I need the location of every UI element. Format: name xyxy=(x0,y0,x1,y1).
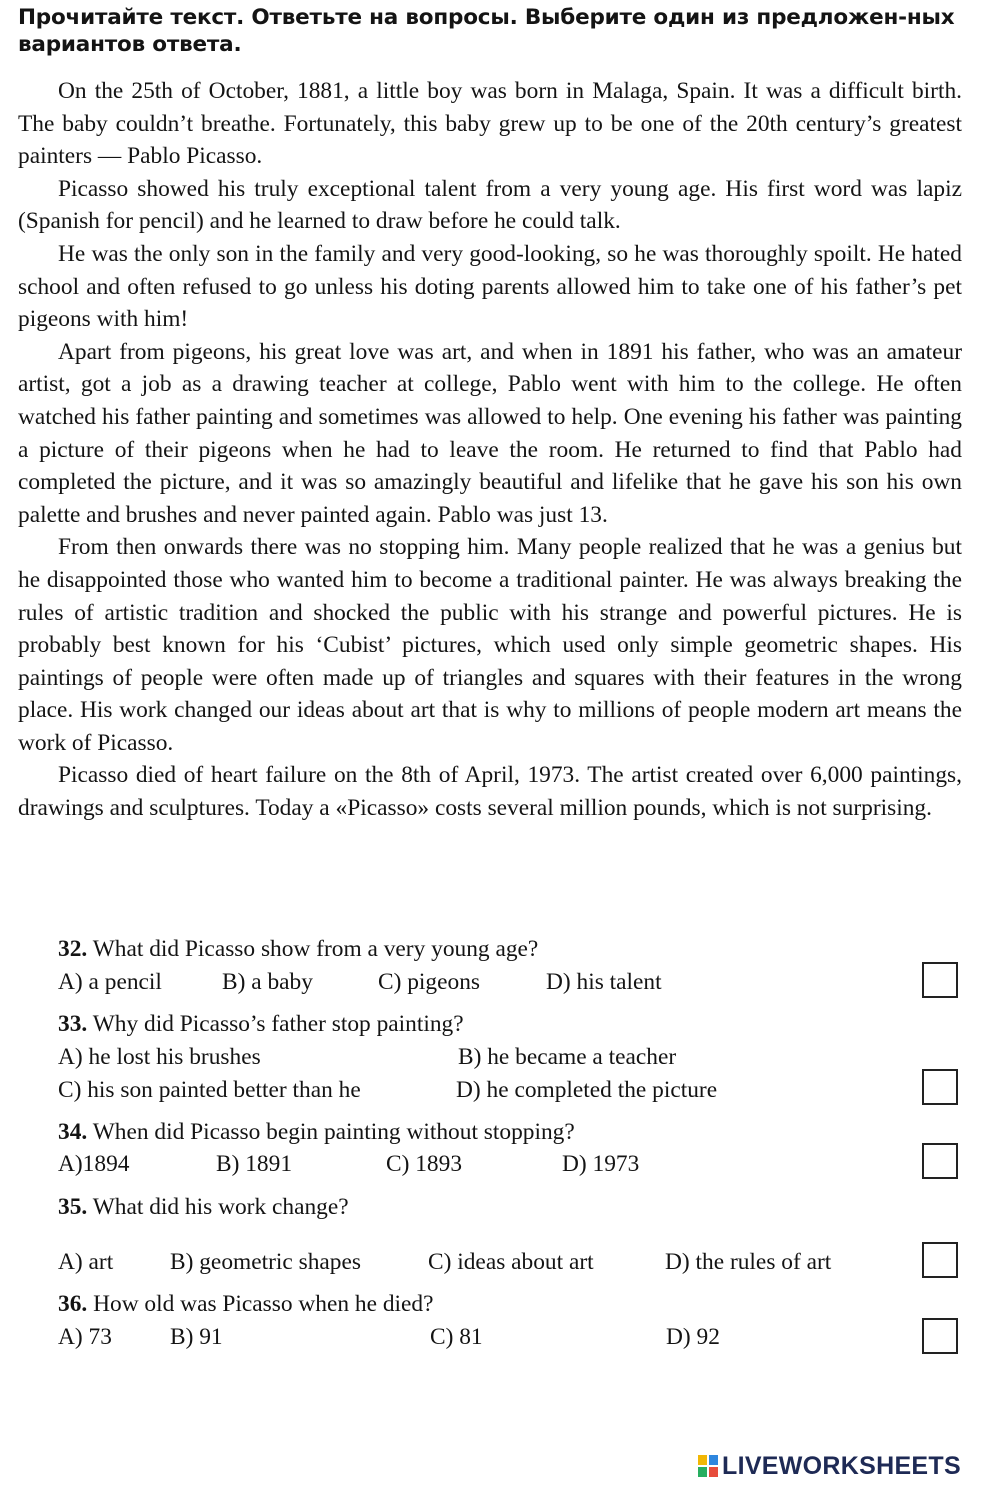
answer-box-33[interactable] xyxy=(922,1069,958,1105)
question-text: Why did Picasso’s father stop painting? xyxy=(92,1011,464,1037)
paragraph: Picasso died of heart failure on the 8th of April, 1973. The artist created over 6,000 paintings, drawings and sculptures. Today a «Picasso» costs several million pounds, which is not surprising. xyxy=(18,762,962,822)
paragraph: From then onwards there was no stopping him. Many people realized that he was a genius but he disappointed those who wanted him to become a traditional painter. He was always breaking the rules of artistic tradition and shocked the public with his strange and powerful pictures. He is probably best known for his ‘Cubist’ pictures, which used only simple geometric shapes. His paintings of people were often made up of triangles and squares with their features in the wrong place. His work changed our ideas about art that is why to millions of people modern art means the work of Picasso. xyxy=(18,534,962,756)
option-b: B) a baby xyxy=(222,969,313,995)
liveworksheets-logo xyxy=(698,1452,961,1480)
question-text: What did his work change? xyxy=(92,1194,349,1220)
question-33 xyxy=(58,1011,918,1038)
answer-box-34[interactable] xyxy=(922,1143,958,1179)
question-number: 32. xyxy=(58,936,88,962)
option-c: C) 1893 xyxy=(386,1151,463,1177)
paragraph: Apart from pigeons, his great love was art, and when in 1891 his father, who was an amateur artist, got a job as a drawing teacher at college, Pablo went with him to the college. He often watched his father painting and sometimes was allowed to help. One evening his father was painting a picture of their pigeons when he had to leave the room. He returned to find that Pablo had completed the picture, and it was so amazingly beautiful and lifelike that he gave his son his own palette and brushes and never painted again. Pablo was just 13. xyxy=(18,338,962,528)
option-d: D) 92 xyxy=(666,1324,720,1350)
question-36 xyxy=(58,1291,918,1318)
option-c: C) 81 xyxy=(430,1324,483,1350)
question-number: 36. xyxy=(58,1291,88,1317)
option-c: C) pigeons xyxy=(378,969,481,995)
option-c: C) ideas about art xyxy=(428,1249,594,1275)
liveworksheets-logo-icon xyxy=(698,1455,718,1477)
question-text: When did Picasso begin painting without stopping? xyxy=(92,1119,575,1145)
option-c: C) his son painted better than he xyxy=(58,1077,361,1103)
paragraph: On the 25th of October, 1881, a little boy was born in Malaga, Spain. It was a difficult birth. The baby couldn’t breathe. Fortunately, this baby grew up to be one of the 20th century’s greatest painters — Pablo Picasso. xyxy=(18,78,962,170)
instruction-heading: Прочитайте текст. Ответьте на вопросы. Выберите один из предложен-ных вариантов ответа. xyxy=(18,5,955,57)
question-35 xyxy=(58,1194,918,1221)
question-text: How old was Picasso when he died? xyxy=(93,1291,434,1317)
option-d: D) the rules of art xyxy=(665,1249,832,1275)
option-a: A) art xyxy=(58,1249,114,1275)
option-d: D) he completed the picture xyxy=(456,1077,718,1103)
option-d: D) 1973 xyxy=(562,1151,640,1177)
question-number: 33. xyxy=(58,1011,88,1037)
option-d: D) his talent xyxy=(546,969,662,995)
answer-box-35[interactable] xyxy=(922,1242,958,1278)
option-b: B) geometric shapes xyxy=(170,1249,361,1275)
question-34 xyxy=(58,1119,918,1146)
question-32 xyxy=(58,936,918,963)
answer-box-36[interactable] xyxy=(922,1318,958,1354)
option-a: A) 73 xyxy=(58,1324,112,1350)
question-number: 34. xyxy=(58,1119,88,1145)
option-a: A) he lost his brushes xyxy=(58,1044,261,1070)
question-text: What did Picasso show from a very young age? xyxy=(92,936,539,962)
option-b: B) 91 xyxy=(170,1324,223,1350)
paragraph: Picasso showed his truly exceptional talent from a very young age. His first word was lapiz (Spanish for pencil) and he learned to draw before he could talk. xyxy=(18,175,962,235)
question-number: 35. xyxy=(58,1194,88,1220)
logo-text: LIVEWORKSHEETS xyxy=(722,1451,961,1480)
option-a: A) a pencil xyxy=(58,969,162,995)
reading-text xyxy=(18,75,962,825)
option-b: B) he became a teacher xyxy=(458,1044,677,1070)
answer-box-32[interactable] xyxy=(922,962,958,998)
option-b: B) 1891 xyxy=(216,1151,293,1177)
paragraph: He was the only son in the family and very good-looking, so he was thoroughly spoilt. He hated school and often refused to go unless his doting parents allowed him to take one of his father’s pet pigeons with him! xyxy=(18,240,962,333)
option-a: A)1894 xyxy=(58,1151,130,1177)
